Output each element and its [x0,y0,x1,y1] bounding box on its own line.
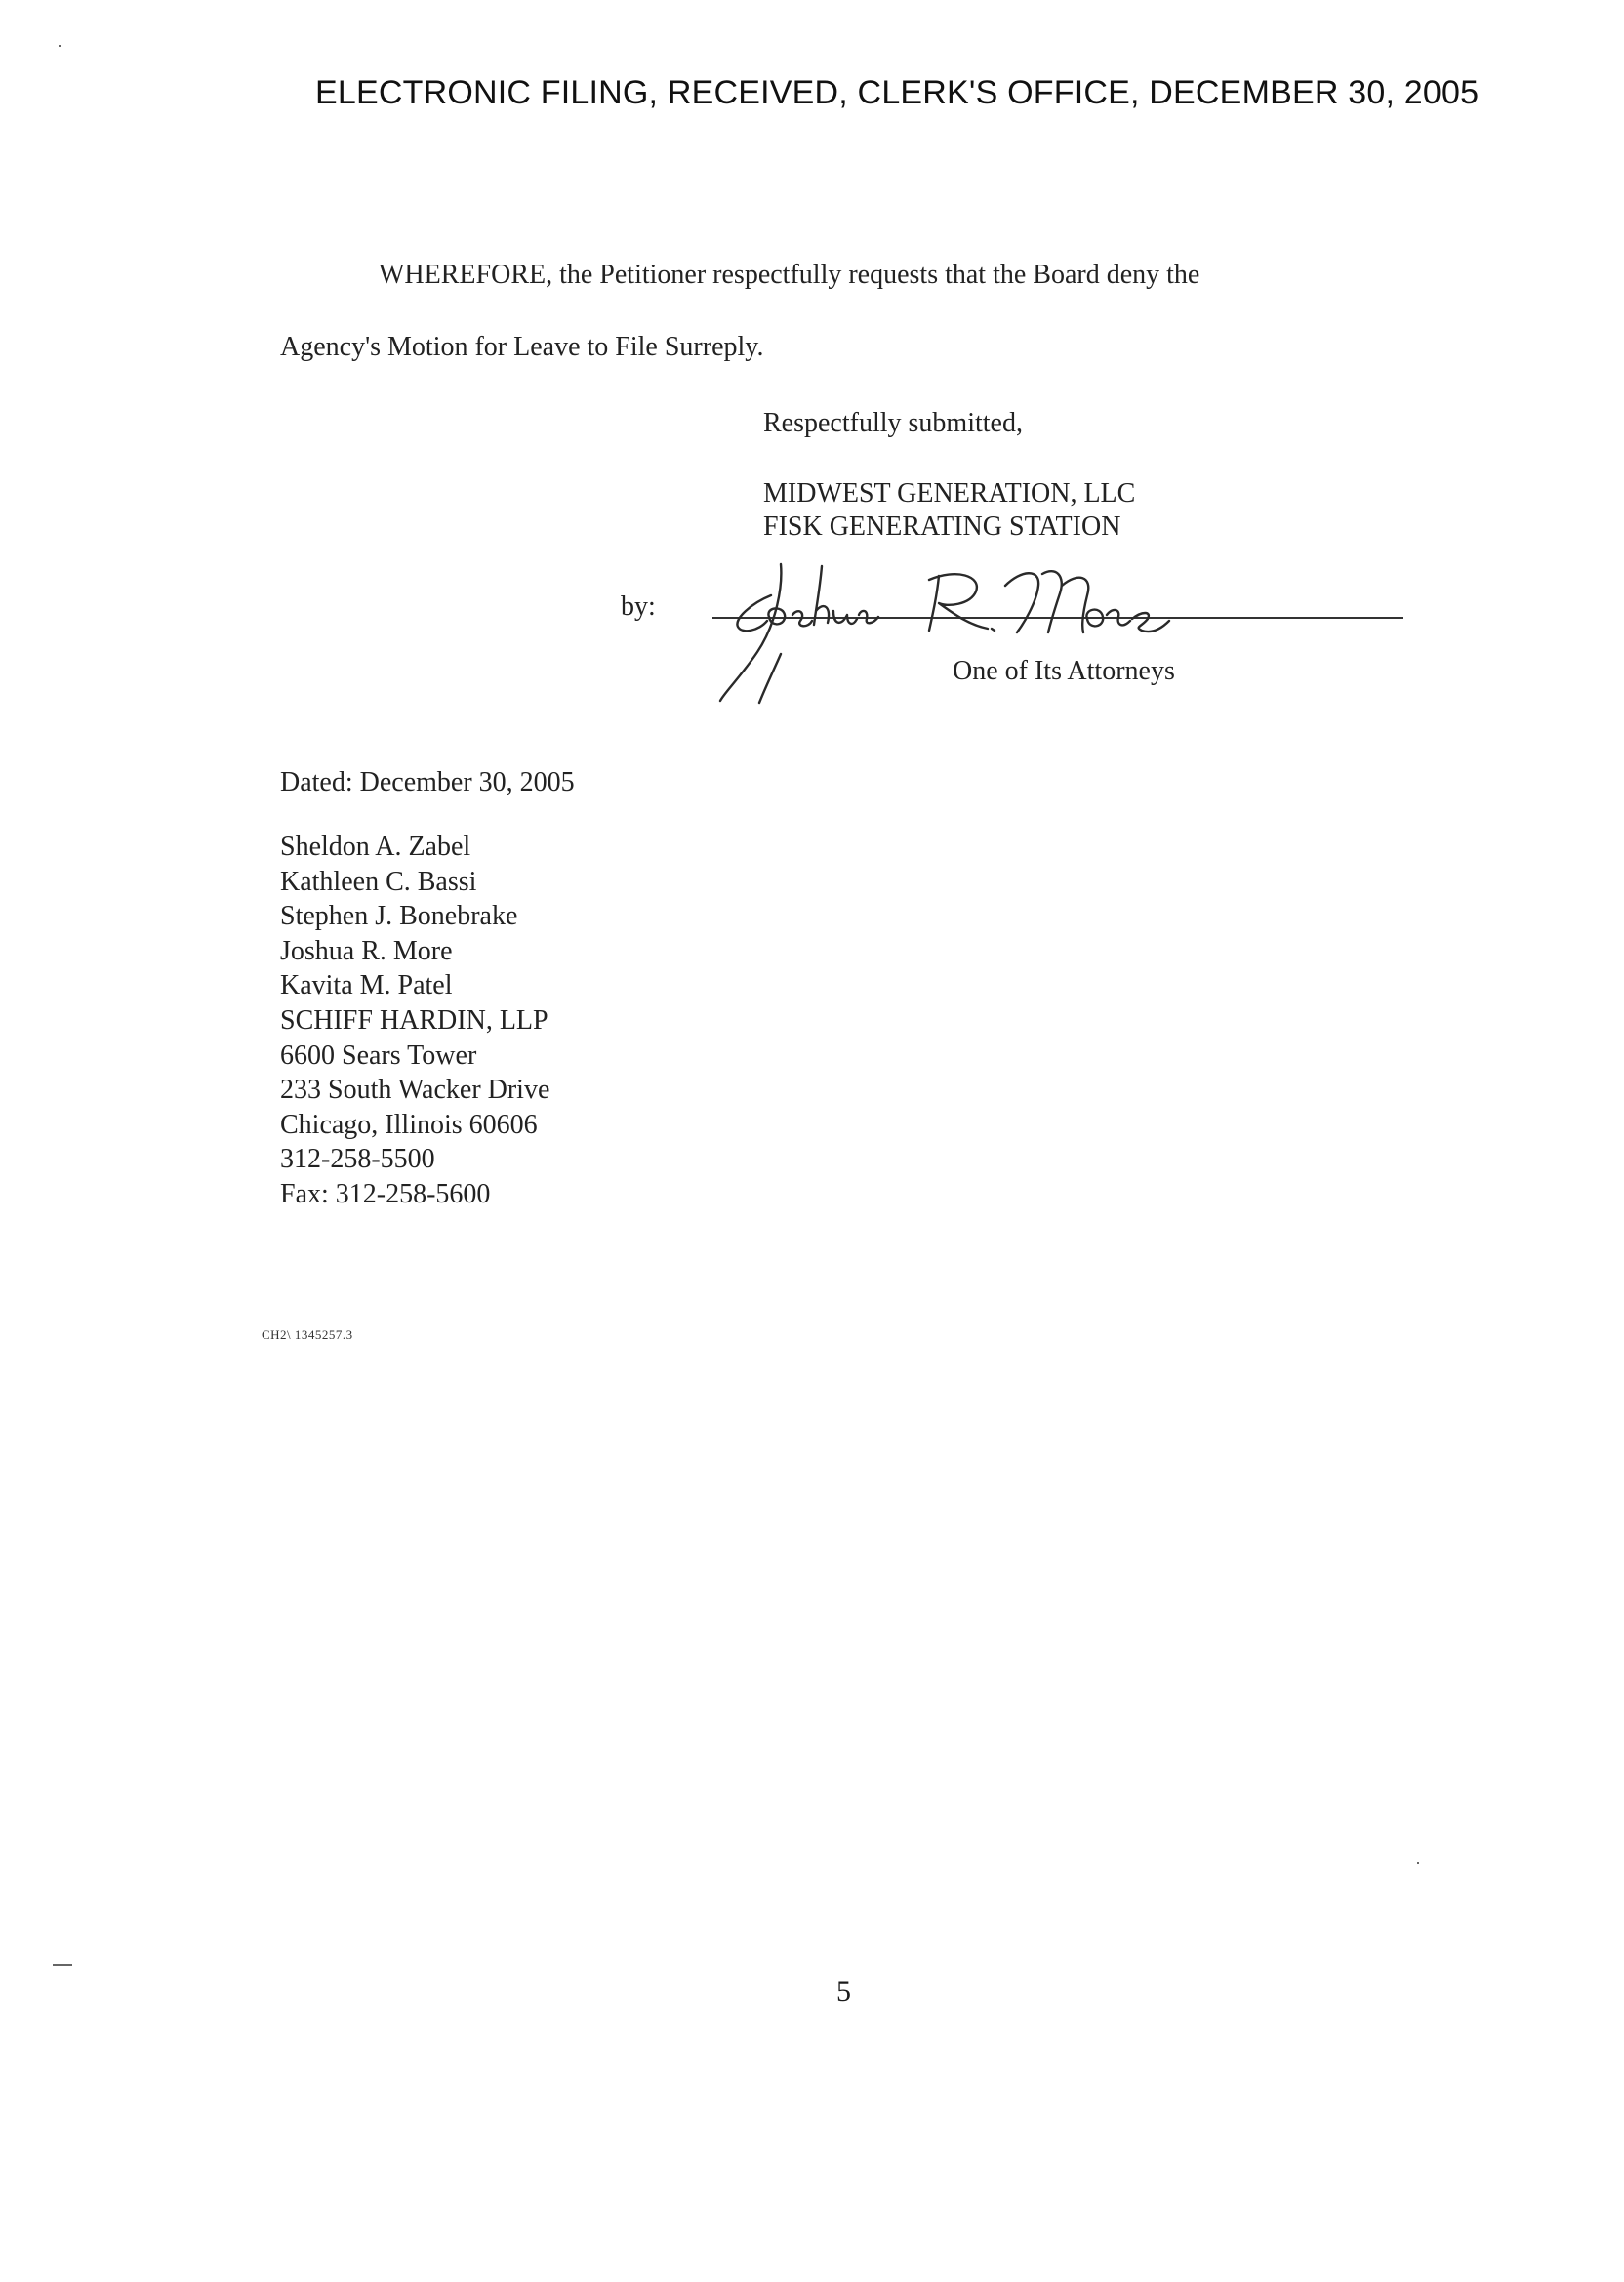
address-line: 233 South Wacker Drive [280,1075,550,1106]
station-name: FISK GENERATING STATION [763,511,1121,542]
attorney-line: Sheldon A. Zabel [280,832,471,862]
closing-line: Respectfully submitted, [763,408,1023,438]
handwritten-signature [712,547,1259,713]
attorney-line: Kathleen C. Bassi [280,866,477,897]
address-line: 6600 Sears Tower [280,1039,477,1071]
attorney-address-block [280,830,549,1212]
attorney-line: Joshua R. More [280,935,453,966]
by-label: by: [621,591,656,622]
signer-title: One of Its Attorneys [953,656,1175,686]
attorney-line: Kavita M. Patel [280,970,453,1001]
phone-line: 312-258-5500 [280,1144,435,1175]
attorney-line: Stephen J. Bonebrake [280,901,518,932]
fax-line: Fax: 312-258-5600 [280,1178,491,1209]
page-number: 5 [836,1976,851,2008]
wherefore-paragraph-line1: WHEREFORE, the Petitioner respectfully requests that the Board deny the [379,260,1200,290]
scan-speck [1417,1862,1419,1864]
company-name: MIDWEST GENERATION, LLC [763,478,1136,509]
document-id: CH2\ 1345257.3 [262,1327,353,1342]
filing-stamp: ELECTRONIC FILING, RECEIVED, CLERK'S OFFICE, DECEMBER 30, 2005 [315,74,1480,111]
dated-line: Dated: December 30, 2005 [280,767,575,797]
scan-speck [53,1964,72,1966]
wherefore-paragraph-line2: Agency's Motion for Leave to File Surreply. [280,332,764,362]
scan-speck [59,45,61,47]
firm-name: SCHIFF HARDIN, LLP [280,1004,548,1036]
address-line: Chicago, Illinois 60606 [280,1109,538,1140]
